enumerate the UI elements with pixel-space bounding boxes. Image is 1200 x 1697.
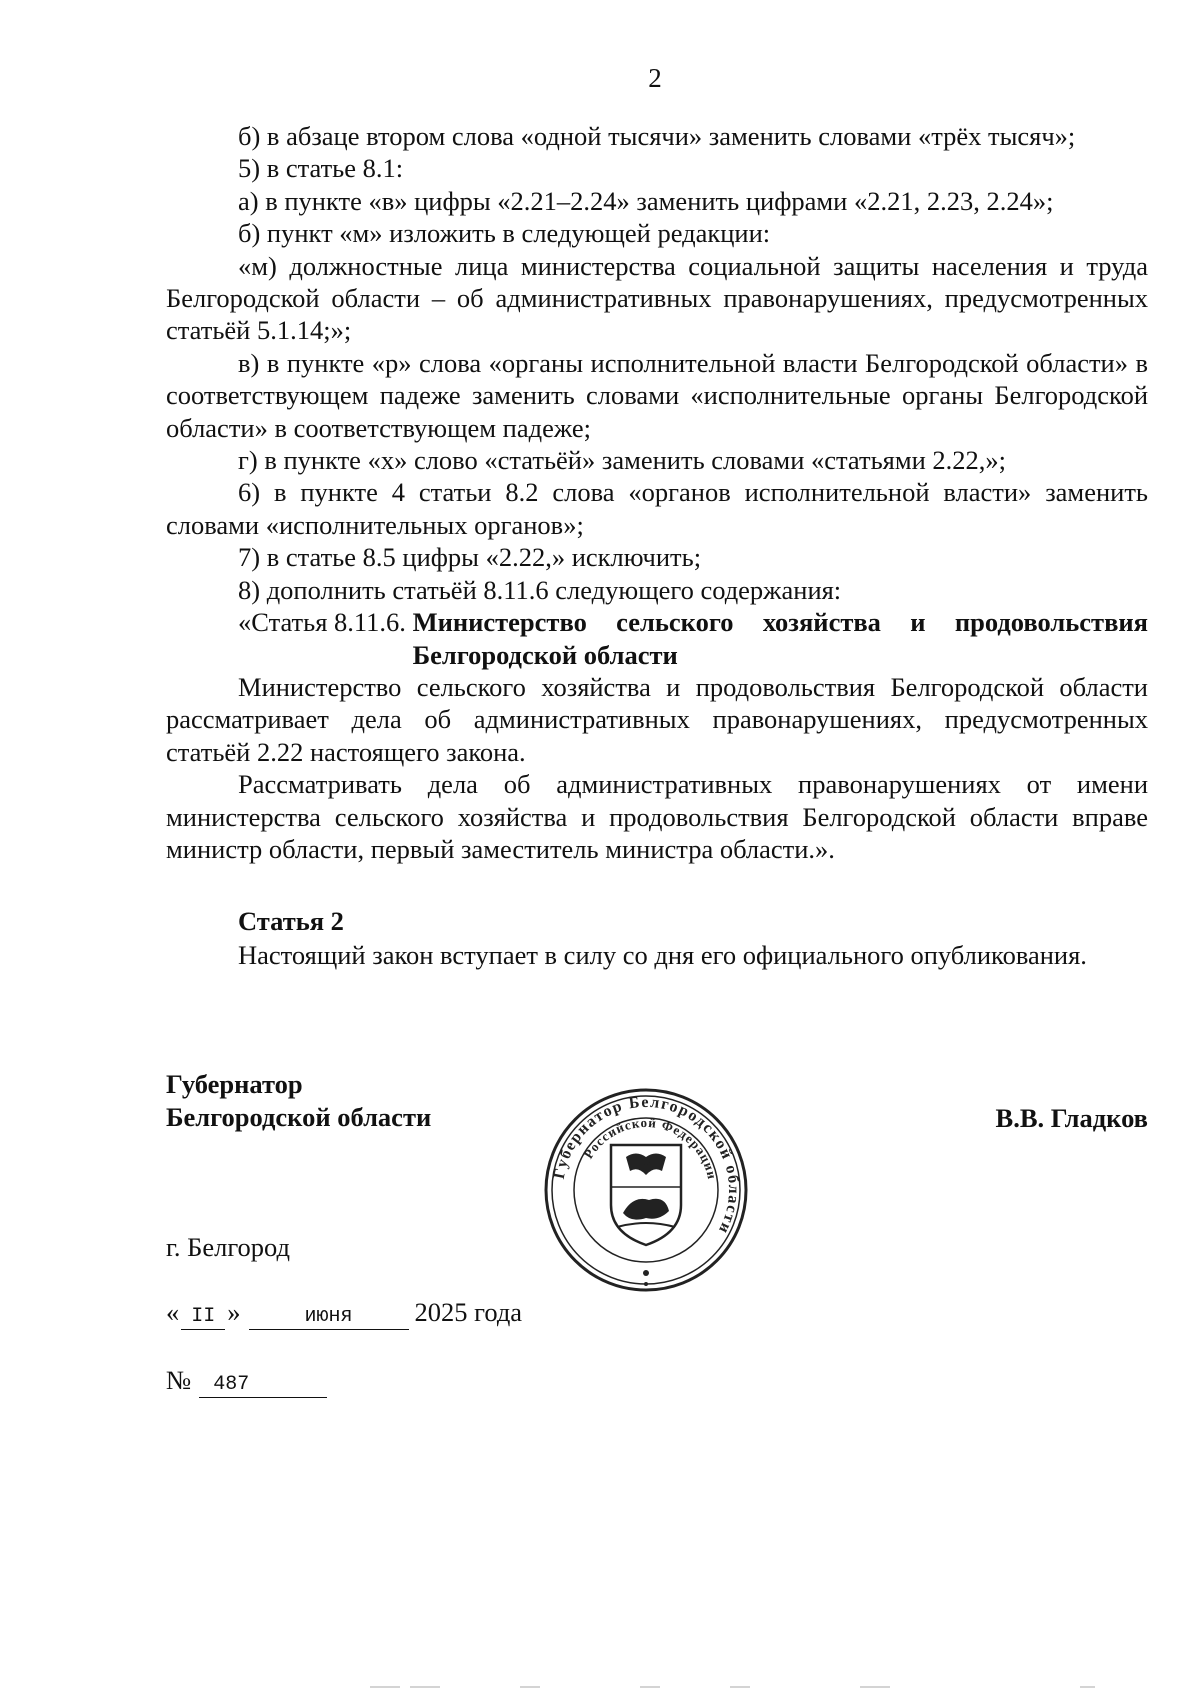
signatory-title-line: Губернатор <box>166 1069 303 1099</box>
signatory-title-line: Белгородской области <box>166 1102 432 1132</box>
seal-outer-text: Губернатор Белгородской области <box>550 1093 743 1238</box>
paragraph: 5) в статье 8.1: <box>238 153 404 184</box>
date-day: II <box>181 1305 225 1330</box>
date-close-quote: » <box>227 1297 241 1327</box>
paragraph: «м) должностные лица министерства социальной защиты населения и труда Белгородской области – об административных правонарушениях, предусмотренных статьёй 5.1.14;»; <box>166 250 1148 346</box>
signatory-title <box>166 1068 431 1134</box>
coat-of-arms-icon <box>611 1145 681 1245</box>
number-value: 487 <box>199 1373 327 1398</box>
date-month: июня <box>249 1305 409 1330</box>
article-2-title: Статья 2 <box>238 906 344 936</box>
document-number <box>166 1364 327 1398</box>
signing-date <box>166 1296 522 1330</box>
amendments-text <box>166 120 1148 865</box>
signatory-name: В.В. Гладков <box>995 1103 1148 1133</box>
paragraph: 7) в статье 8.5 цифры «2.22,» исключить; <box>238 542 702 573</box>
date-year: 2025 года <box>414 1297 523 1327</box>
new-article-prefix: «Статья 8.11.6. <box>238 607 413 638</box>
paragraph: б) пункт «м» изложить в следующей редакции: <box>238 218 771 249</box>
paragraph: 8) дополнить статьёй 8.11.6 следующего содержания: <box>238 574 842 605</box>
new-article-name: Министерство сельского хозяйства и продовольствия Белгородской области <box>412 607 1148 670</box>
scan-artifacts <box>0 1680 1200 1697</box>
paragraph: в) в пункте «р» слова «органы исполнительной власти Белгородской области» в соответствующем падеже заменить словами «исполнительные органы Белгородской области» в соответствующем падеже; <box>166 347 1148 443</box>
new-article-heading <box>166 606 1148 671</box>
new-article-paragraph: Министерство сельского хозяйства и продовольствия Белгородской области рассматривает дела об административных правонарушениях, предусмотренных статьёй 2.22 настоящего закона. <box>166 671 1148 767</box>
paragraph: б) в абзаце втором слова «одной тысячи» заменить словами «трёх тысяч»; <box>238 121 1076 151</box>
new-article-paragraph: Рассматривать дела об административных правонарушениях от имени министерства сельского хозяйства и продовольствия Белгородской области вправе министр области, первый заместитель министра области.». <box>166 769 1148 864</box>
official-seal <box>543 1087 749 1293</box>
article-2-text: Настоящий закон вступает в силу со дня его официального опубликования. <box>238 940 1087 970</box>
place-of-signing: г. Белгород <box>166 1232 291 1262</box>
page-number: 2 <box>648 63 662 93</box>
seal-inner-text: Российской Федерации <box>580 1114 721 1182</box>
paragraph: 6) в пункте 4 статьи 8.2 слова «органов исполнительной власти» заменить словами «исполнительных органов»; <box>166 477 1148 540</box>
number-label: № <box>166 1365 192 1395</box>
paragraph: г) в пункте «х» слово «статьёй» заменить словами «статьями 2.22,»; <box>238 445 1007 476</box>
date-open-quote: « <box>166 1297 180 1327</box>
paragraph: а) в пункте «в» цифры «2.21–2.24» заменить цифрами «2.21, 2.23, 2.24»; <box>238 185 1054 216</box>
